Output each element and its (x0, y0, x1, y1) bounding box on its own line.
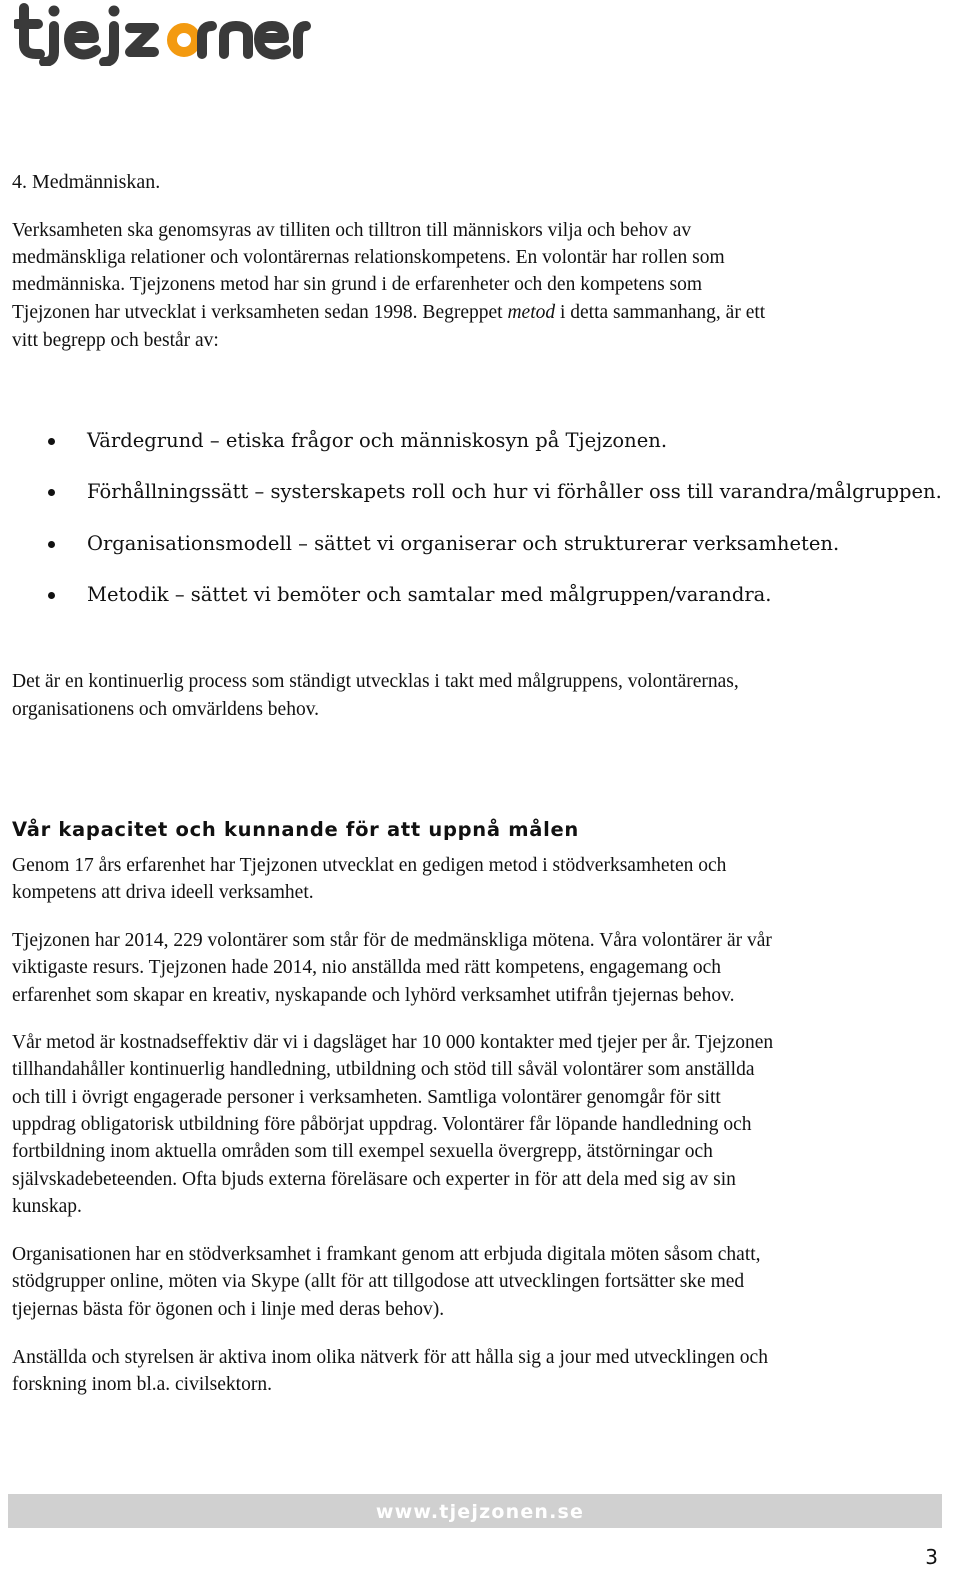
p1-line-2: kompetens att driva ideell verksamhet. (12, 882, 314, 903)
p3-line-4: uppdrag obligatorisk utbildning före påbörjat uppdrag. Volontärer får löpande handledning och (12, 1114, 752, 1135)
p3-line-6: självskadebeteenden. Ofta bjuds externa föreläsare och experter in för att dela med sig av sin (12, 1169, 736, 1190)
p4-line-2: stödgrupper online, möten via Skype (allt för att tillgodose att utvecklingen fortsätter ske med (12, 1271, 745, 1292)
p2-line-1: Tjejzonen har 2014, 229 volontärer som står för de medmänskliga mötena. Våra volontärer är vår (12, 930, 772, 951)
intro-line-1: Verksamheten ska genomsyras av tilliten och tilltron till människors vilja och behov av (12, 220, 692, 241)
list-item-text: Värdegrund – etiska frågor och människosyn på Tjejzonen. (87, 429, 668, 452)
bullet-dot (48, 438, 55, 445)
bullet-dot (48, 541, 55, 548)
p3-line-2: tillhandahåller kontinuerlig handledning, utbildning och stöd till såväl volontärer som anställda (12, 1059, 755, 1080)
tjejzonen-logo (14, 2, 314, 66)
p4-line-1: Organisationen har en stödverksamhet i framkant genom att erbjuda digitala möten såsom chatt, (12, 1244, 761, 1265)
bullet-dot (48, 489, 55, 496)
footer-website-link[interactable]: www.tjejzonen.se (375, 1501, 585, 1523)
p5-line-1: Anställda och styrelsen är aktiva inom olika nätverk för att hålla sig a jour med utvecklingen och (12, 1347, 768, 1368)
p1-line-1: Genom 17 års erfarenhet har Tjejzonen utvecklat en gedigen metod i stödverksamheten och (12, 855, 727, 876)
p2-line-2: viktigaste resurs. Tjejzonen hade 2014, nio anställda med rätt kompetens, engagemang och (12, 957, 722, 978)
p3-line-5: fortbildning inom aktuella områden som till exempel sexuella övergrepp, ätstörningar och (12, 1141, 713, 1162)
list-item-text: Metodik – sättet vi bemöter och samtalar med målgruppen/varandra. (87, 583, 772, 606)
p4-line-3: tjejernas bästa för ögonen och i linje med deras behov). (12, 1299, 445, 1320)
p3-line-3: och till i övrigt engagerade personer i verksamheten. Samtliga volontärer genomgår för sitt (12, 1087, 721, 1108)
p3-line-1: Vår metod är kostnadseffektiv där vi i dagsläget har 10 000 kontakter med tjejer per år. Tjejzonen (12, 1032, 774, 1053)
p5-line-2: forskning inom bl.a. civilsektorn. (12, 1374, 272, 1395)
bullet-dot (48, 592, 55, 599)
intro-line-3: medmänniska. Tjejzonens metod har sin grund i de erfarenheter och den kompetens som (12, 274, 703, 295)
intro-line-5: vitt begrepp och består av: (12, 330, 219, 351)
section-heading: Vår kapacitet och kunnande för att uppnå målen (12, 818, 579, 841)
list-item-text: Förhållningssätt – systerskapets roll och hur vi förhåller oss till varandra/målgruppen. (87, 480, 942, 503)
intro-line-4 (12, 299, 765, 327)
intro-line-4-start: Tjejzonen har utvecklat i verksamheten sedan 1998. Begreppet (12, 302, 503, 323)
intro-line-2: medmänskliga relationer och volontärernas relationskompetens. En volontär har rollen som (12, 247, 725, 268)
process-line-1: Det är en kontinuerlig process som ständigt utvecklas i takt med målgruppens, volontärernas, (12, 671, 739, 692)
p3-line-7: kunskap. (12, 1196, 82, 1217)
process-line-2: organisationens och omvärldens behov. (12, 699, 320, 720)
page-number: 3 (925, 1545, 938, 1569)
section-title: 4. Medmänniskan. (12, 171, 161, 193)
p2-line-3: erfarenhet som skapar en kreativ, nyskapande och lyhörd verksamhet utifrån tjejernas behov. (12, 985, 735, 1006)
list-item-text: Organisationsmodell – sättet vi organiserar och strukturerar verksamheten. (87, 532, 840, 555)
tjejzonen-logo-mark (14, 2, 314, 66)
intro-emphasis-metod: metod (507, 302, 556, 323)
intro-line-4-end: i detta sammanhang, är ett (559, 302, 766, 323)
